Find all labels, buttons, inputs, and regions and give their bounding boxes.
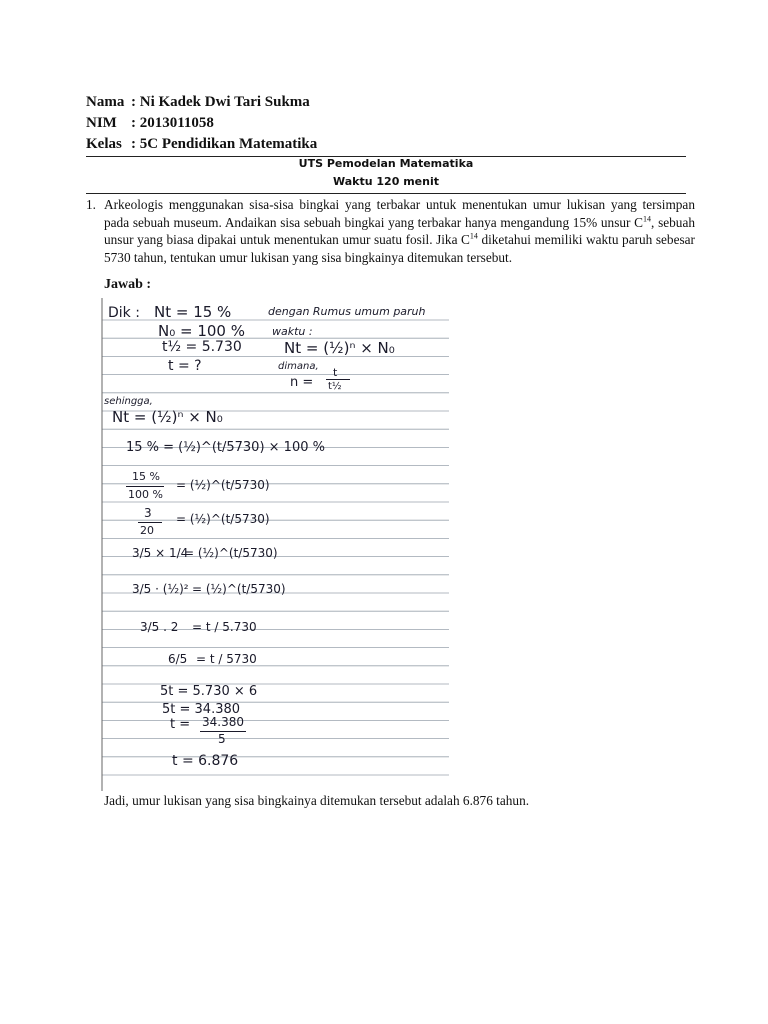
hw-step7-lhs: 3/5 . 2 <box>140 620 179 634</box>
hw-step8-rhs: = t / 5730 <box>196 652 257 666</box>
nim-label: NIM <box>86 115 117 131</box>
hw-step7-rhs: = t / 5.730 <box>192 620 257 634</box>
hw-step2: 15 % = (½)^(t/5730) × 100 % <box>126 440 325 455</box>
kelas-row <box>86 134 317 155</box>
ruled-lines <box>100 298 449 791</box>
hw-step1: Nt = (½)ⁿ × N₀ <box>112 408 223 426</box>
answer-label: Jawab : <box>104 277 152 292</box>
hw-dimana: dimana, <box>278 361 319 372</box>
nim-value: : 2013011058 <box>131 115 214 131</box>
hw-step4-bar <box>138 522 162 523</box>
exam-title: UTS Pemodelan Matematika <box>298 157 474 170</box>
hw-step5-lhs: 3/5 × 1/4 <box>132 546 189 560</box>
question-1 <box>86 196 695 266</box>
hw-step4-num: 3 <box>144 506 152 520</box>
nama-label: Nama <box>86 94 125 110</box>
nama-row <box>86 92 317 113</box>
student-header <box>86 92 317 155</box>
hw-step3-bar <box>126 486 164 487</box>
hw-n-def: n = <box>290 375 314 390</box>
hw-step9: 5t = 5.730 × 6 <box>160 684 258 699</box>
hw-step3-rhs: = (½)^(t/5730) <box>176 478 270 492</box>
handwritten-answer-sheet <box>100 298 449 791</box>
hw-step12: t = 6.876 <box>172 753 239 769</box>
hw-thalf: t½ = 5.730 <box>162 339 242 355</box>
question-number: 1. <box>86 197 96 212</box>
hw-n-num: t <box>333 366 338 379</box>
hw-step8-lhs: 6/5 <box>168 652 188 666</box>
nama-value: : Ni Kadek Dwi Tari Sukma <box>131 94 310 110</box>
hw-step4-rhs: = (½)^(t/5730) <box>176 512 270 526</box>
hw-step6-lhs: 3/5 · (½)² <box>132 582 189 596</box>
hw-n-den: t½ <box>328 381 342 392</box>
hw-formula: Nt = (½)ⁿ × N₀ <box>284 339 395 357</box>
hw-dik: Dik : <box>108 305 140 321</box>
hw-note2: waktu : <box>272 325 313 338</box>
exam-duration: Waktu 120 menit <box>333 175 439 188</box>
hw-step6-rhs: = (½)^(t/5730) <box>192 582 286 596</box>
hw-step3-den: 100 % <box>128 488 163 501</box>
hw-step11-num: 34.380 <box>202 715 244 729</box>
hw-no: N₀ = 100 % <box>158 322 245 340</box>
kelas-value: : 5C Pendidikan Matematika <box>131 136 318 152</box>
hw-sehingga: sehingga, <box>104 396 153 407</box>
bottom-divider <box>86 193 686 194</box>
kelas-label: Kelas <box>86 136 122 152</box>
hw-n-fraction-bar <box>326 379 350 380</box>
hw-step5-rhs: = (½)^(t/5730) <box>184 546 278 560</box>
hw-step3-num: 15 % <box>132 470 160 483</box>
conclusion-text: Jadi, umur lukisan yang sisa bingkainya ditemukan tersebut adalah 6.876 tahun. <box>104 793 530 808</box>
nim-row <box>86 113 317 134</box>
hw-t: t = ? <box>168 358 202 374</box>
hw-step10: 5t = 34.380 <box>162 702 241 717</box>
hw-step4-den: 20 <box>140 524 154 537</box>
hw-nt: Nt = 15 % <box>154 303 232 321</box>
hw-step11-lhs: t = <box>170 717 191 732</box>
hw-note1: dengan Rumus umum paruh <box>268 305 426 318</box>
question-text: Arkeologis menggunakan sisa-sisa bingkai yang terbakar untuk menentukan umur lukisan yang tersimpan pada sebuah museum. Andaikan sisa sebuah bingkai yang terbakar hanya mengandung 15% unsur $C^{14}$, sebuah unsur yang biasa dipakai untuk menentukan umur suatu fosil. Jika $C^{14}$ diketahui memiliki waktu paruh sebesar 5730 tahun, tentukan umur lukisan yang sisa bingkainya ditemukan tersebut. <box>104 197 695 265</box>
hw-step11-den: 5 <box>218 732 226 746</box>
